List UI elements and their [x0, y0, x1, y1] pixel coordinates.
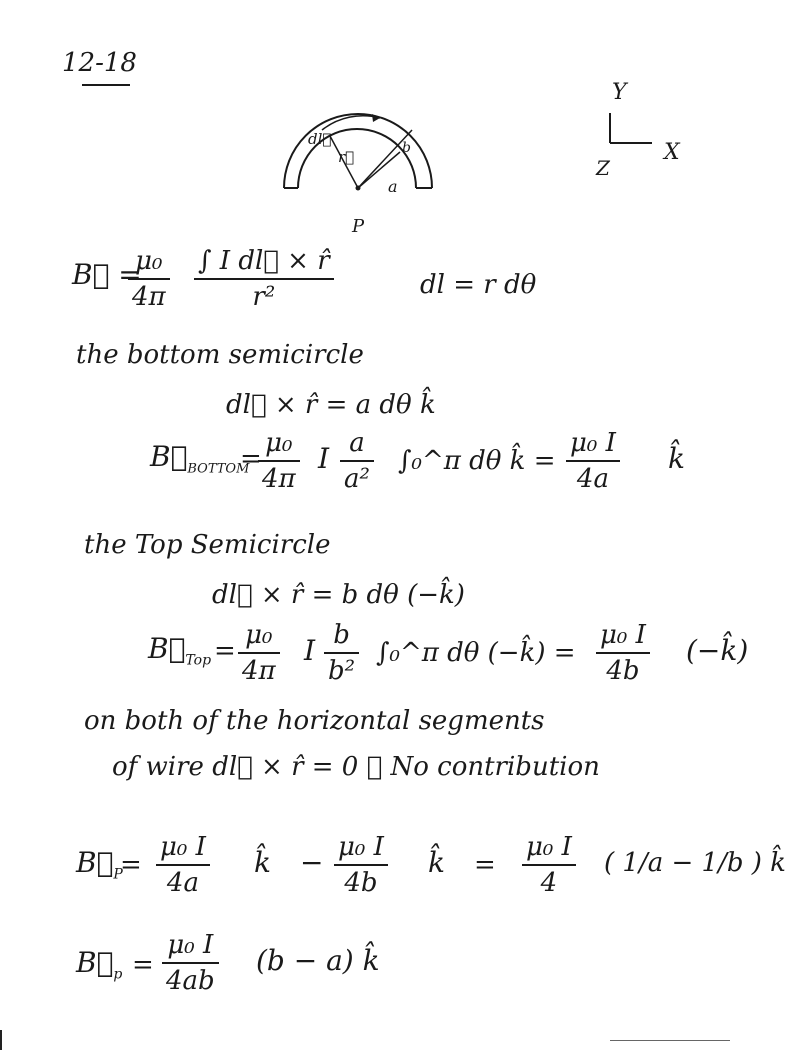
- total-term-2: μ₀ I 4b: [334, 832, 388, 898]
- top-mu0-over-4pi: μ₀ 4π: [238, 620, 280, 686]
- diagram-b-label: b: [402, 140, 411, 156]
- segments-line-1: on both of the horizontal segments: [84, 706, 545, 736]
- b-p-lhs: $B⃗_P$: [76, 846, 123, 883]
- b-p-final-lhs: $B⃗_p$: [76, 946, 123, 983]
- b-bottom-lhs: $B⃗_{BOTTOM}$: [150, 440, 250, 477]
- top-heading: the Top Semicircle: [84, 530, 331, 560]
- bottom-result-fraction: μ₀ I 4a: [566, 428, 620, 494]
- bottom-integral: ∫₀^π dθ k̂ =: [398, 446, 556, 476]
- final-rest: (b − a) k̂: [256, 944, 380, 977]
- axes-diagram: [590, 75, 700, 185]
- scan-edge-mark: [0, 1030, 2, 1050]
- worksheet-page: 12-18 dl⃗ r⃗ a b P Y X Z B⃗ = μ₀ 4π ∫ I dl⃗ × r̂ r² dl = r dθ the bottom semicircle dl⃗ × r̂ = a dθ k̂ $B⃗_{BOTTOM}$ = μ₀ 4π I a a² ∫₀^π dθ k̂ = μ₀ I 4a k̂ the Top Semicircle dl⃗ × r̂ = b dθ (−k̂) $B⃗_{Top}$ = μ₀ 4π I b b² ∫₀^π dθ (−k̂) = μ₀ I 4b (−k̂) on both of the horizontal segments of wire dl⃗ × r̂ = 0 ∴ No contribution $B⃗_P$ = μ₀ I 4a k̂ − μ₀ I 4b k̂ = μ₀ I 4 ( 1/a − 1/b ) k̂ $B⃗_p$ = μ₀ I 4ab (b − a) k̂: [0, 0, 800, 1050]
- axis-z-label: Z: [596, 156, 610, 180]
- problem-number: 12-18: [62, 48, 137, 78]
- b-vector-lhs: B⃗ =: [72, 258, 142, 291]
- bottom-mu0-over-4pi: μ₀ 4π: [258, 428, 300, 494]
- scan-edge-line: [610, 1040, 730, 1041]
- axis-x-label: X: [664, 140, 680, 165]
- bottom-cross-product: dl⃗ × r̂ = a dθ k̂: [226, 390, 436, 420]
- bottom-a-over-a2: a a²: [340, 428, 374, 494]
- final-fraction: μ₀ I 4ab: [162, 930, 219, 996]
- dl-definition: dl = r dθ: [420, 270, 537, 300]
- top-b-over-b2: b b²: [324, 620, 359, 686]
- segments-line-2: of wire dl⃗ × r̂ = 0 ∴ No contribution: [112, 752, 600, 782]
- total-term-3-rest: ( 1/a − 1/b ) k̂: [604, 848, 786, 878]
- top-cross-product: dl⃗ × r̂ = b dθ (−k̂): [212, 580, 465, 610]
- mu0-over-4pi: μ₀ 4π: [128, 246, 170, 312]
- diagram-point-label: P: [352, 216, 365, 237]
- top-integral: ∫₀^π dθ (−k̂) =: [376, 638, 576, 668]
- bottom-heading: the bottom semicircle: [76, 340, 364, 370]
- diagram-dl-label: dl⃗: [308, 130, 332, 148]
- diagram-a-label: a: [388, 177, 398, 196]
- diagram-r-label: r⃗: [338, 148, 355, 166]
- integrand-fraction: ∫ I dl⃗ × r̂ r²: [194, 246, 334, 312]
- semicircle-diagram: [270, 100, 450, 240]
- axis-y-label: Y: [612, 80, 627, 105]
- total-term-3: μ₀ I 4: [522, 832, 576, 898]
- b-top-lhs: $B⃗_{Top}$: [148, 632, 212, 669]
- total-term-1: μ₀ I 4a: [156, 832, 210, 898]
- top-result-fraction: μ₀ I 4b: [596, 620, 650, 686]
- problem-number-underline: [82, 84, 130, 86]
